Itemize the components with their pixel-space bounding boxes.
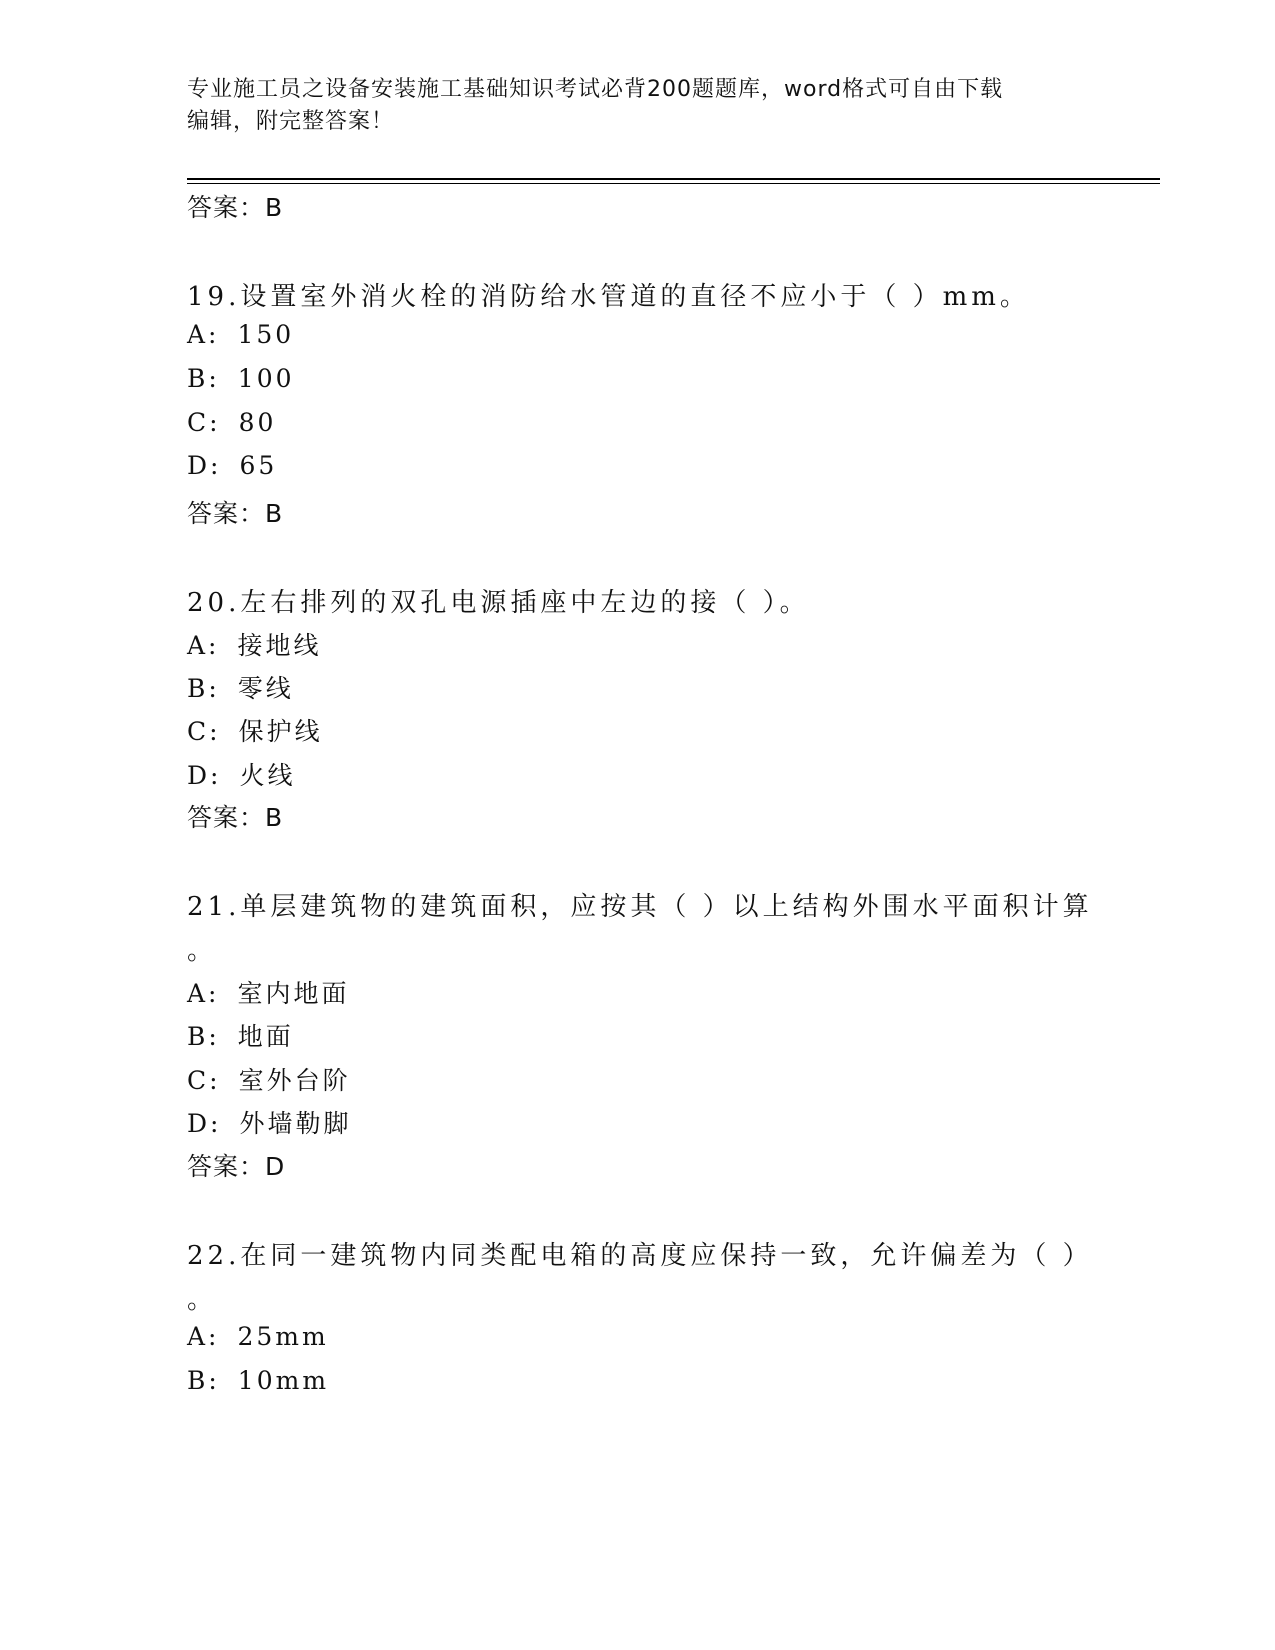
question-21-text: 21.单层建筑物的建筑面积，应按其（ ）以上结构外围水平面积计算	[187, 892, 1093, 922]
question-21-option-c	[187, 1061, 351, 1097]
option-value: 65	[239, 451, 278, 480]
option-value: 零线	[237, 674, 294, 703]
option-key: C:	[187, 408, 221, 437]
option-value: 100	[237, 364, 295, 393]
option-key: D:	[187, 451, 222, 480]
question-20-option-c	[187, 712, 323, 748]
option-value: 火线	[239, 761, 296, 790]
option-value: 室外台阶	[238, 1066, 351, 1095]
header-line-2: 编辑，附完整答案！	[187, 109, 395, 134]
document-header	[187, 74, 1087, 138]
option-key: B:	[187, 674, 220, 703]
option-value: 地面	[237, 1022, 294, 1051]
question-22-text-continued: 。	[187, 1285, 218, 1315]
option-value: 25mm	[237, 1322, 329, 1351]
option-key: A:	[187, 1322, 220, 1351]
question-19-option-b	[187, 364, 295, 393]
question-20-text: 20.左右排列的双孔电源插座中左边的接（ ）。	[187, 588, 810, 618]
option-key: C:	[187, 717, 221, 746]
option-key: B:	[187, 1022, 220, 1051]
option-key: D:	[187, 1109, 222, 1138]
answer-20: 答案：B	[187, 803, 284, 832]
answer-18: 答案：B	[187, 193, 284, 222]
question-21-option-b	[187, 1017, 294, 1053]
header-divider	[187, 178, 1160, 180]
option-value: 外墙勒脚	[239, 1109, 352, 1138]
option-value: 接地线	[237, 631, 322, 660]
option-value: 室内地面	[237, 979, 350, 1008]
question-19-option-c	[187, 408, 276, 437]
option-value: 10mm	[237, 1366, 330, 1395]
question-19-text: 19.设置室外消火栓的消防给水管道的直径不应小于（ ）mm。	[187, 282, 1030, 312]
question-22-text: 22.在同一建筑物内同类配电箱的高度应保持一致，允许偏差为（ ）	[187, 1241, 1093, 1271]
header-line-1: 专业施工员之设备安装施工基础知识考试必背200题题库，word格式可自由下载	[187, 77, 1004, 102]
question-22-option-a	[187, 1322, 329, 1351]
answer-21: 答案：D	[187, 1152, 286, 1181]
option-key: B:	[187, 364, 220, 393]
option-value: 80	[238, 408, 277, 437]
question-22-option-b	[187, 1366, 329, 1395]
question-21-option-d	[187, 1104, 351, 1140]
header-divider-thin	[187, 183, 1160, 184]
question-21-text-continued: 。	[187, 936, 218, 966]
option-key: A:	[187, 631, 220, 660]
option-key: A:	[187, 979, 220, 1008]
question-19-option-d	[187, 451, 277, 480]
question-20-option-a	[187, 626, 322, 662]
option-value: 150	[237, 320, 295, 349]
question-19-option-a	[187, 320, 294, 349]
option-key: A:	[187, 320, 220, 349]
option-key: D:	[187, 761, 222, 790]
question-20-option-b	[187, 669, 294, 705]
question-21-option-a	[187, 974, 350, 1010]
question-20-option-d	[187, 756, 295, 792]
option-key: C:	[187, 1066, 221, 1095]
option-value: 保护线	[238, 717, 323, 746]
answer-19: 答案：B	[187, 499, 284, 528]
option-key: B:	[187, 1366, 220, 1395]
